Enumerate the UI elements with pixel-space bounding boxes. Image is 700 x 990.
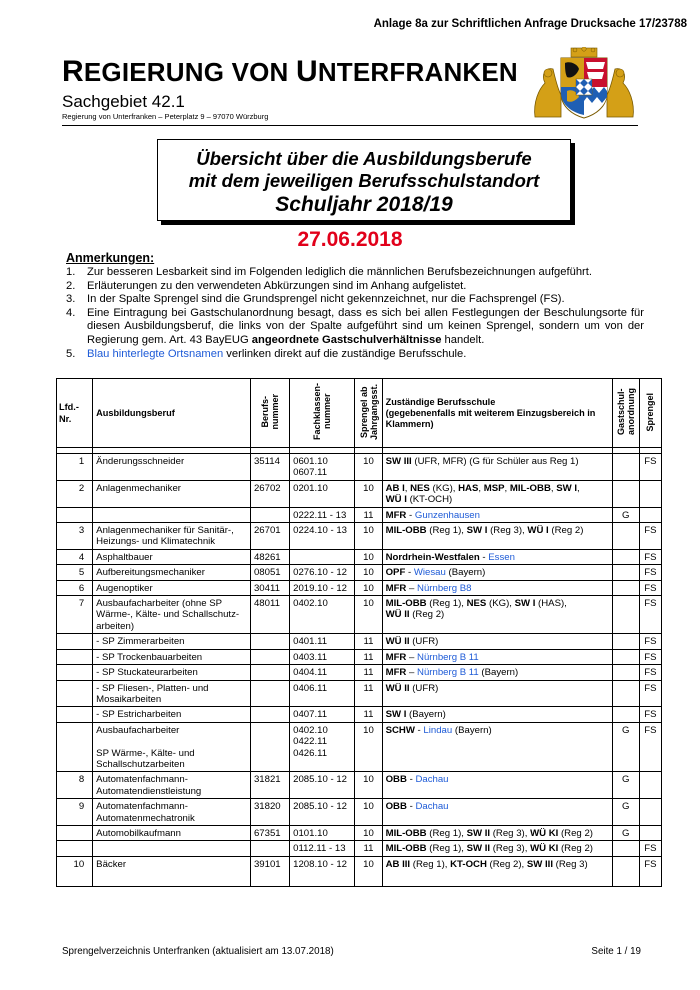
cell-beruf: Änderungsschneider: [93, 454, 251, 481]
table-row: [57, 454, 662, 481]
cell-berufsschule: MFR – Nürnberg B 11 (Bayern): [382, 665, 612, 680]
cell-lfd: [57, 665, 93, 680]
cell-berufsschule: MIL-OBB (Reg 1), SW II (Reg 3), WÜ KI (Reg 2): [382, 841, 612, 856]
note-item: 5. Blau hinterlegte Ortsnamen verlinken direkt auf die zuständige Berufsschule.: [66, 347, 467, 360]
cell-beruf: - SP Trockenbauarbeiten: [93, 649, 251, 664]
cell-berufsschule: MIL-OBB (Reg 1), SW I (Reg 3), WÜ I (Reg 2): [382, 523, 612, 550]
cell-beruf: [93, 841, 251, 856]
cell-beruf: Anlagenmechaniker: [93, 480, 251, 507]
cell-gastschule: [612, 480, 639, 507]
cell-gastschule: [612, 549, 639, 564]
cell-sprengel-jg: 10: [355, 523, 382, 550]
cell-gastschule: G: [612, 799, 639, 826]
cell-lfd: [57, 707, 93, 722]
cell-sprengel-jg: 10: [355, 565, 382, 580]
document-title-box: [157, 139, 571, 221]
cell-beruf: Anlagenmechaniker für Sanitär-, Heizungs- und Klimatechnik: [93, 523, 251, 550]
cell-berufsschule: MIL-OBB (Reg 1), SW II (Reg 3), WÜ KI (Reg 2): [382, 825, 612, 840]
cell-sprengel-jg: 11: [355, 707, 382, 722]
cell-berufsnummer: [250, 680, 289, 707]
cell-berufsnummer: 31821: [250, 772, 289, 799]
cell-fachklasse: 2085.10 - 12: [290, 772, 355, 799]
cell-beruf: Augenoptiker: [93, 580, 251, 595]
cell-gastschule: [612, 649, 639, 664]
cell-fachklasse: 0402.10 0422.11 0426.11: [290, 722, 355, 772]
blue-link-example[interactable]: Blau hinterlegte Ortsnamen: [87, 347, 224, 360]
org-word-1: EGIERUNG VON: [83, 57, 296, 87]
cell-sprengel-jg: 10: [355, 480, 382, 507]
cell-berufsnummer: 26702: [250, 480, 289, 507]
cell-beruf: Aufbereitungsmechaniker: [93, 565, 251, 580]
cell-sprengel: FS: [639, 634, 661, 649]
cell-beruf: Asphaltbauer: [93, 549, 251, 564]
cell-beruf: Ausbaufacharbeiter (ohne SP Wärme-, Kälte- und Schallschutz- arbeiten): [93, 596, 251, 634]
page-number: Seite 1 / 19: [591, 946, 641, 957]
cell-gastschule: [612, 454, 639, 481]
note-item: 4. Eine Eintragung bei Gastschulanordnung besagt, dass es sich bei allen Festlegungen der Beschulungsorte für diesen Ausbildungsberuf, die links von der Spalte aufgeführt sind um keinen Sprengel, sondern um von der Regierung gem. Art. 43 BayEUG angeordnete Gastschulverhältnisse handelt.: [66, 306, 644, 346]
footer-left: Sprengelverzeichnis Unterfranken (aktualisiert am 13.07.2018): [62, 946, 334, 957]
note-item: 1. Zur besseren Lesbarkeit sind im Folgenden lediglich die männlichen Berufsbezeichnungen aufgeführt.: [66, 266, 592, 278]
header-berufsnummer: Berufs- nummer: [250, 379, 289, 448]
cell-gastschule: [612, 707, 639, 722]
header-divider: [62, 125, 638, 126]
school-location-link[interactable]: Gunzenhausen: [414, 509, 480, 521]
cell-lfd: 7: [57, 596, 93, 634]
cell-berufsnummer: 35114: [250, 454, 289, 481]
cell-fachklasse: 0101.10: [290, 825, 355, 840]
cell-fachklasse: 2019.10 - 12: [290, 580, 355, 595]
notes-list: [66, 266, 644, 361]
document-date: 27.06.2018: [297, 228, 403, 251]
cell-fachklasse: 0401.11: [290, 634, 355, 649]
cell-sprengel-jg: 10: [355, 580, 382, 595]
cell-fachklasse: 0276.10 - 12: [290, 565, 355, 580]
school-year: Schuljahr 2018/19: [275, 193, 453, 216]
cell-berufsnummer: [250, 665, 289, 680]
attachment-label: Anlage 8a zur Schriftlichen Anfrage Drucksache 17/23788: [373, 18, 687, 30]
table-header-row: [57, 379, 662, 448]
cell-beruf: - SP Fliesen-, Platten- und Mosaikarbeiten: [93, 680, 251, 707]
cell-gastschule: G: [612, 722, 639, 772]
cell-berufsschule: SW III (UFR, MFR) (G für Schüler aus Reg 1): [382, 454, 612, 481]
header-beruf: Ausbildungsberuf: [93, 379, 251, 448]
cell-berufsnummer: 31820: [250, 799, 289, 826]
table-row: [57, 580, 662, 595]
cell-sprengel: FS: [639, 707, 661, 722]
cell-lfd: [57, 825, 93, 840]
org-word-2: NTERFRANKEN: [317, 57, 518, 87]
cell-sprengel-jg: 10: [355, 772, 382, 799]
department-label: Sachgebiet 42.1: [62, 92, 185, 111]
org-initial-2: U: [295, 55, 318, 88]
cell-berufsnummer: 39101: [250, 856, 289, 886]
cell-beruf: [93, 507, 251, 522]
cell-fachklasse: 0406.11: [290, 680, 355, 707]
cell-berufsnummer: 30411: [250, 580, 289, 595]
header-sprengel: Sprengel: [639, 379, 661, 448]
school-location-link[interactable]: Wiesau: [413, 567, 446, 579]
cell-lfd: [57, 507, 93, 522]
cell-sprengel: FS: [639, 565, 661, 580]
cell-lfd: [57, 634, 93, 649]
cell-gastschule: [612, 680, 639, 707]
table-row: [57, 549, 662, 564]
notes-heading: Anmerkungen:: [66, 251, 155, 265]
table-row: [57, 799, 662, 826]
table-row: [57, 649, 662, 664]
header-sprengel-jahrgang: Sprengel ab Jahrgangsst.: [355, 379, 382, 448]
cell-fachklasse: 0112.11 - 13: [290, 841, 355, 856]
cell-sprengel: FS: [639, 523, 661, 550]
cell-sprengel-jg: 11: [355, 649, 382, 664]
cell-berufsschule: MFR – Nürnberg B8: [382, 580, 612, 595]
table-row: [57, 680, 662, 707]
cell-sprengel: [639, 507, 661, 522]
cell-sprengel: FS: [639, 841, 661, 856]
table-row: [57, 841, 662, 856]
cell-gastschule: [612, 634, 639, 649]
table-row: [57, 634, 662, 649]
cell-sprengel: FS: [639, 665, 661, 680]
cell-berufsnummer: 48011: [250, 596, 289, 634]
cell-berufsschule: SW I (Bayern): [382, 707, 612, 722]
cell-sprengel: FS: [639, 549, 661, 564]
cell-sprengel-jg: 10: [355, 799, 382, 826]
cell-lfd: 4: [57, 549, 93, 564]
school-location-link[interactable]: Nürnberg B8: [417, 582, 472, 594]
cell-lfd: 5: [57, 565, 93, 580]
header-lfd: Lfd.-Nr.: [57, 379, 93, 448]
title-line-1: Übersicht über die Ausbildungsberufe: [196, 148, 532, 169]
cell-lfd: 6: [57, 580, 93, 595]
cell-sprengel: FS: [639, 454, 661, 481]
cell-lfd: [57, 680, 93, 707]
school-location-link[interactable]: Nürnberg B 11: [417, 651, 479, 663]
cell-berufsnummer: [250, 841, 289, 856]
cell-berufsschule: Nordrhein-Westfalen - Essen: [382, 549, 612, 564]
cell-lfd: 2: [57, 480, 93, 507]
cell-sprengel: FS: [639, 680, 661, 707]
cell-sprengel: FS: [639, 580, 661, 595]
cell-beruf: - SP Estricharbeiten: [93, 707, 251, 722]
cell-gastschule: [612, 580, 639, 595]
cell-berufsnummer: [250, 507, 289, 522]
table-row: [57, 507, 662, 522]
table-row: [57, 707, 662, 722]
address-line: Regierung von Unterfranken – Peterplatz 9 – 97070 Würzburg: [62, 112, 269, 121]
table-row: [57, 665, 662, 680]
header-gastschulanordnung: Gastschul- anordnung: [612, 379, 639, 448]
cell-sprengel-jg: 11: [355, 841, 382, 856]
cell-sprengel-jg: 10: [355, 825, 382, 840]
cell-sprengel-jg: 11: [355, 634, 382, 649]
school-location-link[interactable]: Dachau: [415, 774, 449, 786]
table-body: [57, 448, 662, 887]
cell-sprengel: [639, 772, 661, 799]
cell-lfd: 10: [57, 856, 93, 886]
cell-sprengel-jg: 10: [355, 549, 382, 564]
cell-sprengel: FS: [639, 596, 661, 634]
cell-fachklasse: [290, 549, 355, 564]
school-location-link[interactable]: Dachau: [415, 801, 449, 813]
cell-gastschule: [612, 856, 639, 886]
cell-berufsnummer: 48261: [250, 549, 289, 564]
cell-berufsnummer: 08051: [250, 565, 289, 580]
cell-sprengel-jg: 11: [355, 507, 382, 522]
cell-fachklasse: 2085.10 - 12: [290, 799, 355, 826]
cell-berufsnummer: [250, 634, 289, 649]
school-location-link[interactable]: Lindau: [423, 724, 453, 736]
cell-gastschule: [612, 596, 639, 634]
cell-fachklasse: 0201.10: [290, 480, 355, 507]
cell-berufsschule: OPF - Wiesau (Bayern): [382, 565, 612, 580]
cell-sprengel-jg: 10: [355, 722, 382, 772]
cell-sprengel: [639, 799, 661, 826]
cell-gastschule: G: [612, 825, 639, 840]
cell-berufsnummer: [250, 649, 289, 664]
organization-title: [62, 55, 518, 89]
school-location-link[interactable]: Nürnberg B 11: [417, 667, 479, 679]
cell-sprengel-jg: 10: [355, 856, 382, 886]
note-item: 3. In der Spalte Sprengel sind die Grundsprengel nicht gekennzeichnet, nur die Fachsprengel (FS).: [66, 293, 565, 306]
cell-beruf: Automatenfachmann- Automatenmechatronik: [93, 799, 251, 826]
cell-berufsschule: MFR – Nürnberg B 11: [382, 649, 612, 664]
table-row: [57, 596, 662, 634]
cell-berufsnummer: 67351: [250, 825, 289, 840]
cell-lfd: [57, 649, 93, 664]
cell-sprengel-jg: 10: [355, 596, 382, 634]
cell-berufsschule: OBB - Dachau: [382, 799, 612, 826]
table-row: [57, 480, 662, 507]
table-row: [57, 772, 662, 799]
title-line-2: mit dem jeweiligen Berufsschulstandort: [188, 170, 540, 191]
cell-sprengel-jg: 11: [355, 680, 382, 707]
cell-beruf: Bäcker: [93, 856, 251, 886]
cell-lfd: 1: [57, 454, 93, 481]
header-fachklassennummer: Fachklassen- nummer: [290, 379, 355, 448]
cell-berufsschule: MIL-OBB (Reg 1), NES (KG), SW I (HAS), WÜ II (Reg 2): [382, 596, 612, 634]
cell-fachklasse: 0601.10 0607.11: [290, 454, 355, 481]
cell-fachklasse: 1208.10 - 12: [290, 856, 355, 886]
cell-berufsschule: WÜ II (UFR): [382, 634, 612, 649]
table-row: [57, 722, 662, 772]
table-row: [57, 825, 662, 840]
cell-beruf: Automatenfachmann- Automatendienstleistung: [93, 772, 251, 799]
cell-sprengel: FS: [639, 649, 661, 664]
cell-fachklasse: 0222.11 - 13: [290, 507, 355, 522]
cell-berufsnummer: [250, 722, 289, 772]
school-location-link[interactable]: Essen: [488, 551, 515, 563]
header-berufsschule: Zuständige Berufsschule (gegebenenfalls mit weiterem Einzugsbereich in Klammern): [382, 379, 612, 448]
cell-lfd: 8: [57, 772, 93, 799]
cell-gastschule: G: [612, 772, 639, 799]
training-occupations-table: [56, 378, 662, 887]
cell-beruf: Automobilkaufmann: [93, 825, 251, 840]
cell-gastschule: [612, 841, 639, 856]
table-row: [57, 856, 662, 886]
cell-sprengel-jg: 10: [355, 454, 382, 481]
cell-gastschule: [612, 665, 639, 680]
cell-beruf: - SP Stuckateurarbeiten: [93, 665, 251, 680]
cell-gastschule: [612, 523, 639, 550]
table-row: [57, 565, 662, 580]
cell-berufsschule: MFR - Gunzenhausen: [382, 507, 612, 522]
cell-berufsnummer: 26701: [250, 523, 289, 550]
note-item: 2. Erläuterungen zu den verwendeten Abkürzungen sind im Anhang aufgelistet.: [66, 279, 467, 292]
cell-fachklasse: 0402.10: [290, 596, 355, 634]
cell-sprengel-jg: 11: [355, 665, 382, 680]
cell-sprengel: [639, 480, 661, 507]
cell-fachklasse: 0224.10 - 13: [290, 523, 355, 550]
cell-berufsschule: WÜ II (UFR): [382, 680, 612, 707]
cell-lfd: 9: [57, 799, 93, 826]
cell-beruf: - SP Zimmerarbeiten: [93, 634, 251, 649]
cell-lfd: [57, 841, 93, 856]
cell-berufsnummer: [250, 707, 289, 722]
cell-gastschule: G: [612, 507, 639, 522]
cell-berufsschule: AB III (Reg 1), KT-OCH (Reg 2), SW III (Reg 3): [382, 856, 612, 886]
cell-lfd: [57, 722, 93, 772]
cell-sprengel: FS: [639, 856, 661, 886]
cell-berufsschule: AB I, NES (KG), HAS, MSP, MIL-OBB, SW I, WÜ I (KT-OCH): [382, 480, 612, 507]
cell-lfd: 3: [57, 523, 93, 550]
table-row: [57, 523, 662, 550]
cell-berufsschule: SCHW - Lindau (Bayern): [382, 722, 612, 772]
cell-fachklasse: 0404.11: [290, 665, 355, 680]
cell-fachklasse: 0407.11: [290, 707, 355, 722]
org-initial-1: R: [62, 55, 84, 88]
cell-fachklasse: 0403.11: [290, 649, 355, 664]
bavarian-coat-of-arms-icon: [531, 47, 637, 119]
cell-sprengel: [639, 825, 661, 840]
cell-gastschule: [612, 565, 639, 580]
cell-beruf: Ausbaufacharbeiter SP Wärme-, Kälte- und Schallschutzarbeiten: [93, 722, 251, 772]
cell-berufsschule: OBB - Dachau: [382, 772, 612, 799]
cell-sprengel: FS: [639, 722, 661, 772]
